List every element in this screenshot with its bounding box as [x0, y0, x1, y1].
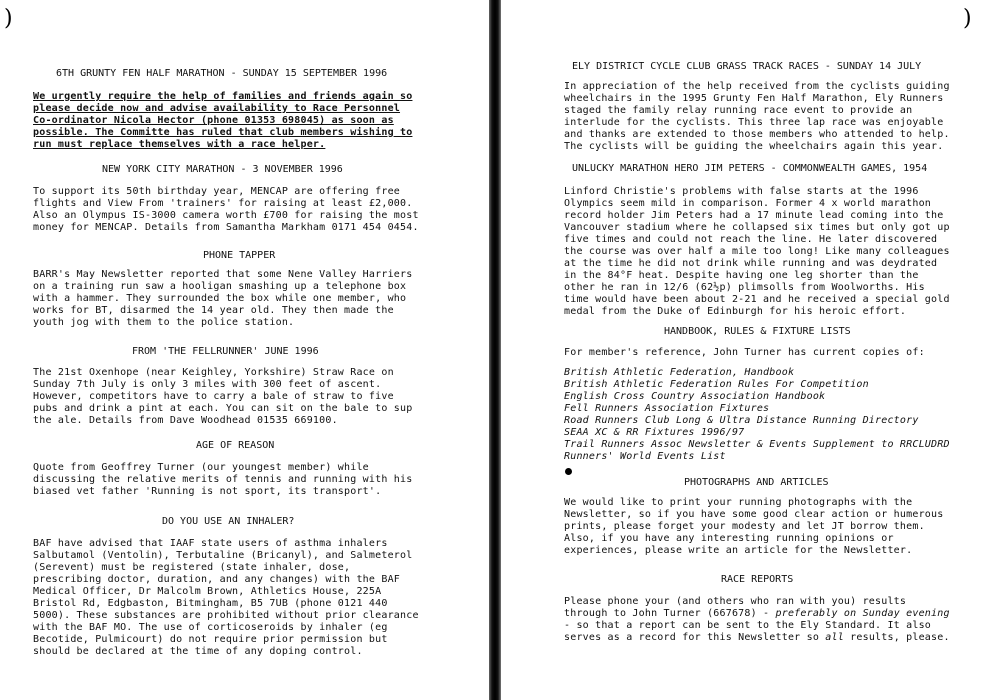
fellrunner-line-3: However, competitors have to carry a bale of straw to five: [33, 391, 394, 402]
nyc-marathon-line-4: money for MENCAP. Details from Samantha Markham 0171 454 0454.: [33, 222, 419, 233]
half-marathon-line-1: We urgently require the help of families and friends again so: [33, 91, 413, 102]
nyc-marathon-line-1: To support its 50th birthday year, MENCAP are offering free: [33, 186, 401, 197]
race-reports-line-2: [564, 608, 950, 621]
jim-peters-line-4: Vancouver stadium where he collapsed six times but only got up: [564, 222, 950, 233]
handbook-item: Fell Runners Association Fixtures: [564, 403, 770, 414]
page-curl-mark: ): [963, 6, 972, 31]
age-of-reason-heading: AGE OF REASON: [196, 440, 275, 451]
fellrunner-line-1: The 21st Oxenhope (near Keighley, Yorkshire) Straw Race on: [33, 367, 394, 378]
handbook-item: Runners' World Events List: [564, 451, 726, 462]
jim-peters-line-6: the course was over half a mile too long! Like many colleagues: [564, 246, 950, 257]
inhaler-line-3: (Serevent) must be registered (state inhaler, dose,: [33, 562, 351, 573]
race-reports-line-4: [564, 632, 950, 645]
phone-tapper-line-2: on a training run saw a hooligan smashing up a telephone box: [33, 281, 407, 292]
photographs-line-3: prints, please forget your modesty and let JT borrow them.: [564, 521, 925, 532]
ink-blot: [565, 468, 572, 475]
nyc-marathon-line-2: flights and View From 'trainers' for raising at least £2,000.: [33, 198, 413, 209]
nyc-marathon-heading: NEW YORK CITY MARATHON - 3 NOVEMBER 1996: [102, 164, 343, 175]
handbook-item: SEAA XC & RR Fixtures 1996/97: [564, 427, 745, 438]
inhaler-line-2: Salbutamol (Ventolin), Terbutaline (Bricanyl), and Salmeterol: [33, 550, 413, 561]
fellrunner-line-5: the ale. Details from Dave Woodhead 01535 669100.: [33, 415, 338, 426]
handbook-item: Trail Runners Assoc Newsletter & Events Supplement to RRCLUDRD: [564, 439, 950, 450]
handbook-item: Road Runners Club Long & Ultra Distance Running Directory: [564, 415, 919, 426]
jim-peters-line-5: five times and could not reach the line. He later discovered: [564, 234, 938, 245]
cycle-club-line-3: staged the family relay running race event to provide an: [564, 105, 913, 116]
jim-peters-line-8: in the 84°F heat. Despite having one leg shorter than the: [564, 270, 919, 281]
jim-peters-line-3: record holder Jim Peters had a 17 minute lead coming into the: [564, 210, 944, 221]
race-reports-emphasis: preferably on Sunday evening: [775, 608, 950, 619]
cycle-club-heading: ELY DISTRICT CYCLE CLUB GRASS TRACK RACES - SUNDAY 14 JULY: [572, 61, 922, 72]
photographs-line-1: We would like to print your running photographs with the: [564, 497, 913, 508]
jim-peters-line-2: Olympics seem mild in comparison. Former 4 x world marathon: [564, 198, 932, 209]
cycle-club-line-6: The cyclists will be guiding the wheelchairs again this year.: [564, 141, 944, 152]
inhaler-line-9: Becotide, Pulmicourt) do not require prior permission but: [33, 634, 388, 645]
photographs-line-4: Also, if you have any interesting running opinions or: [564, 533, 894, 544]
inhaler-line-6: Bristol Rd, Edgbaston, Bitmingham, B5 7UB (phone 0121 440: [33, 598, 388, 609]
right-page: [501, 0, 989, 700]
phone-tapper-line-3: with a hammer. They surrounded the box while one member, who: [33, 293, 407, 304]
handbook-intro: For member's reference, John Turner has current copies of:: [564, 347, 925, 358]
left-page: [0, 0, 492, 700]
cycle-club-line-5: and thanks are extended to those members who attended to help.: [564, 129, 950, 140]
age-of-reason-line-1: Quote from Geoffrey Turner (our youngest member) while: [33, 462, 369, 473]
half-marathon-line-5: run must replace themselves with a race helper.: [33, 139, 326, 150]
page-curl-mark: ): [4, 6, 13, 31]
race-reports-emphasis-all: all: [825, 632, 844, 643]
jim-peters-line-7: at the time he did not drink while running and was deydrated: [564, 258, 938, 269]
book-spine-shadow: [489, 0, 501, 700]
age-of-reason-line-3: biased vet father 'Running is not sport, its transport'.: [33, 486, 382, 497]
nyc-marathon-line-3: Also an Olympus IS-3000 camera worth £700 for raising the most: [33, 210, 419, 221]
phone-tapper-heading: PHONE TAPPER: [203, 250, 276, 261]
half-marathon-line-4: possible. The Committe has ruled that club members wishing to: [33, 127, 413, 138]
inhaler-line-4: prescribing doctor, duration, and any changes) with the BAF: [33, 574, 401, 585]
jim-peters-line-11: medal from the Duke of Edinburgh for his heroic effort.: [564, 306, 907, 317]
age-of-reason-line-2: discussing the relative merits of tennis and running with his: [33, 474, 413, 485]
half-marathon-line-2: please decide now and advise availability to Race Personnel: [33, 103, 401, 114]
photographs-line-5: experiences, please write an article for the Newsletter.: [564, 545, 913, 556]
handbook-item: British Athletic Federation Rules For Competition: [564, 379, 869, 390]
phone-tapper-line-4: works for BT, disarmed the 14 year old. They then made the: [33, 305, 394, 316]
cycle-club-line-4: interlude for the cyclists. This three lap race was enjoyable: [564, 117, 944, 128]
race-reports-line-1: Please phone your (and others who ran with you) results: [564, 596, 907, 607]
inhaler-line-10: should be declared at the time of any doping control.: [33, 646, 363, 657]
photographs-line-2: Newsletter, so if you have some good clear action or humerous: [564, 509, 944, 520]
race-reports-line-2-text: through to John Turner (667678) -: [564, 608, 776, 619]
handbook-item: English Cross Country Association Handbook: [564, 391, 826, 402]
inhaler-line-7: 5000). These substances are prohibited without prior clearance: [33, 610, 419, 621]
inhaler-heading: DO YOU USE AN INHALER?: [162, 516, 295, 527]
jim-peters-line-9: other he ran in 12/6 (62½p) plimsolls from Woolworths. His: [564, 282, 925, 293]
cycle-club-line-1: In appreciation of the help received from the cyclists guiding: [564, 81, 950, 92]
jim-peters-heading: UNLUCKY MARATHON HERO JIM PETERS - COMMONWEALTH GAMES, 1954: [572, 163, 928, 174]
cycle-club-line-2: wheelchairs in the 1995 Grunty Fen Half Marathon, Ely Runners: [564, 93, 944, 104]
handbook-item: British Athletic Federation, Handbook: [564, 367, 795, 378]
handbook-heading: HANDBOOK, RULES & FIXTURE LISTS: [664, 326, 851, 337]
jim-peters-line-10: time would have been about 2-21 and he received a special gold: [564, 294, 950, 305]
race-reports-line-4-text: serves as a record for this Newsletter so: [564, 632, 826, 643]
race-reports-heading: RACE REPORTS: [721, 574, 794, 585]
fellrunner-line-4: pubs and drink a pint at each. You can sit on the bale to sup: [33, 403, 413, 414]
fellrunner-line-2: Sunday 7th July is only 3 miles with 300 feet of ascent.: [33, 379, 382, 390]
inhaler-line-1: BAF have advised that IAAF state users of asthma inhalers: [33, 538, 388, 549]
half-marathon-heading: 6TH GRUNTY FEN HALF MARATHON - SUNDAY 15 SEPTEMBER 1996: [56, 68, 388, 79]
photographs-heading: PHOTOGRAPHS AND ARTICLES: [684, 477, 829, 488]
jim-peters-line-1: Linford Christie's problems with false starts at the 1996: [564, 186, 919, 197]
half-marathon-line-3: Co-ordinator Nicola Hector (phone 01353 698045) as soon as: [33, 115, 394, 126]
phone-tapper-line-1: BARR's May Newsletter reported that some Nene Valley Harriers: [33, 269, 413, 280]
inhaler-line-5: Medical Officer, Dr Malcolm Brown, Athletics House, 225A: [33, 586, 382, 597]
race-reports-line-3: - so that a report can be sent to the Ely Standard. It also: [564, 620, 932, 631]
phone-tapper-line-5: youth jog with them to the police station.: [33, 317, 295, 328]
race-reports-line-4-end: results, please.: [843, 632, 950, 643]
fellrunner-heading: FROM 'THE FELLRUNNER' JUNE 1996: [132, 346, 319, 357]
inhaler-line-8: with the BAF MO. The use of corticoseroids by inhaler (eg: [33, 622, 388, 633]
